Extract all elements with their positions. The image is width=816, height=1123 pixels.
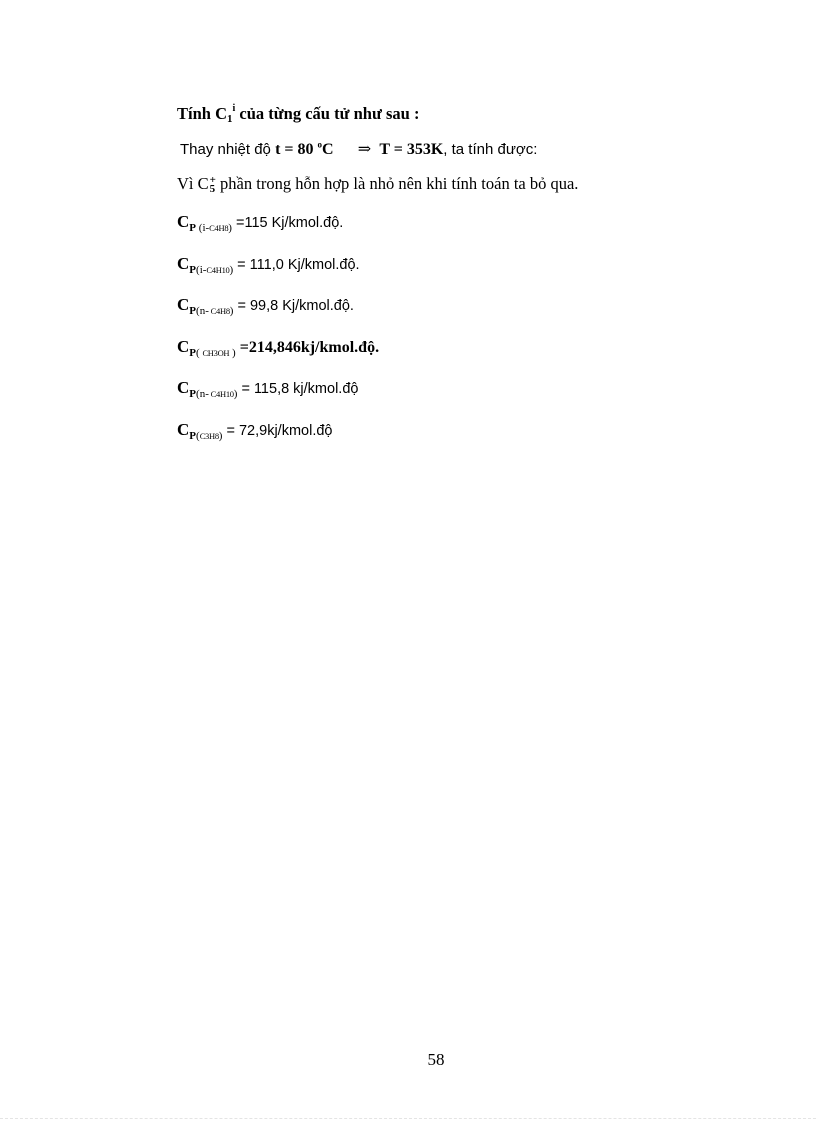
- cp-row-n-c4h8: $C_{P(n-}$ $_{C4H8)}$ = 99,8 Kj/kmol.độ.: [177, 295, 354, 317]
- ignore-c5-line: Vì C + 5 phần trong hỗn hợp là nhỏ nên khi tính toán ta bỏ qua.: [177, 174, 579, 196]
- temperature-line: Thay nhiệt độ t = 80 $^o$C ⇒ T = 353K, ta tính được:: [180, 139, 538, 158]
- cp-row-i-c4h10: $C_{P(i-C4H10)} = 111,0$ Kj/kmol.độ.: [177, 254, 360, 276]
- c5-plus-scripts: + 5: [209, 174, 216, 196]
- cp-row-n-c4h10: $C_{P(n-}$ $_{C4H10)}$ = 115,8 kj/kmol.độ: [177, 378, 359, 400]
- cp-row-ch3oh: $C_{P(}$ $_{CH3OH}$ $_)$ =214,846kj/kmol.độ.: [177, 337, 380, 359]
- page-bottom-divider: [0, 1118, 816, 1119]
- cp-row-i-c4h8: $C_P$ $_{(i-C4H8)}$ =115 Kj/kmol.độ.: [177, 212, 344, 234]
- temperature-kelvin: T = 353K: [379, 141, 444, 158]
- section-heading: Tính C1$^i$ của từng cấu tử như sau :: [177, 102, 420, 125]
- cp-row-c3h8: $C_{P(C3H8)}$ = 72,9kj/kmol.độ: [177, 420, 333, 442]
- implies-arrow: ⇒: [357, 141, 372, 158]
- page-number: 58: [427, 1050, 445, 1069]
- temperature-celsius: t = 80 $^o$C: [275, 139, 334, 158]
